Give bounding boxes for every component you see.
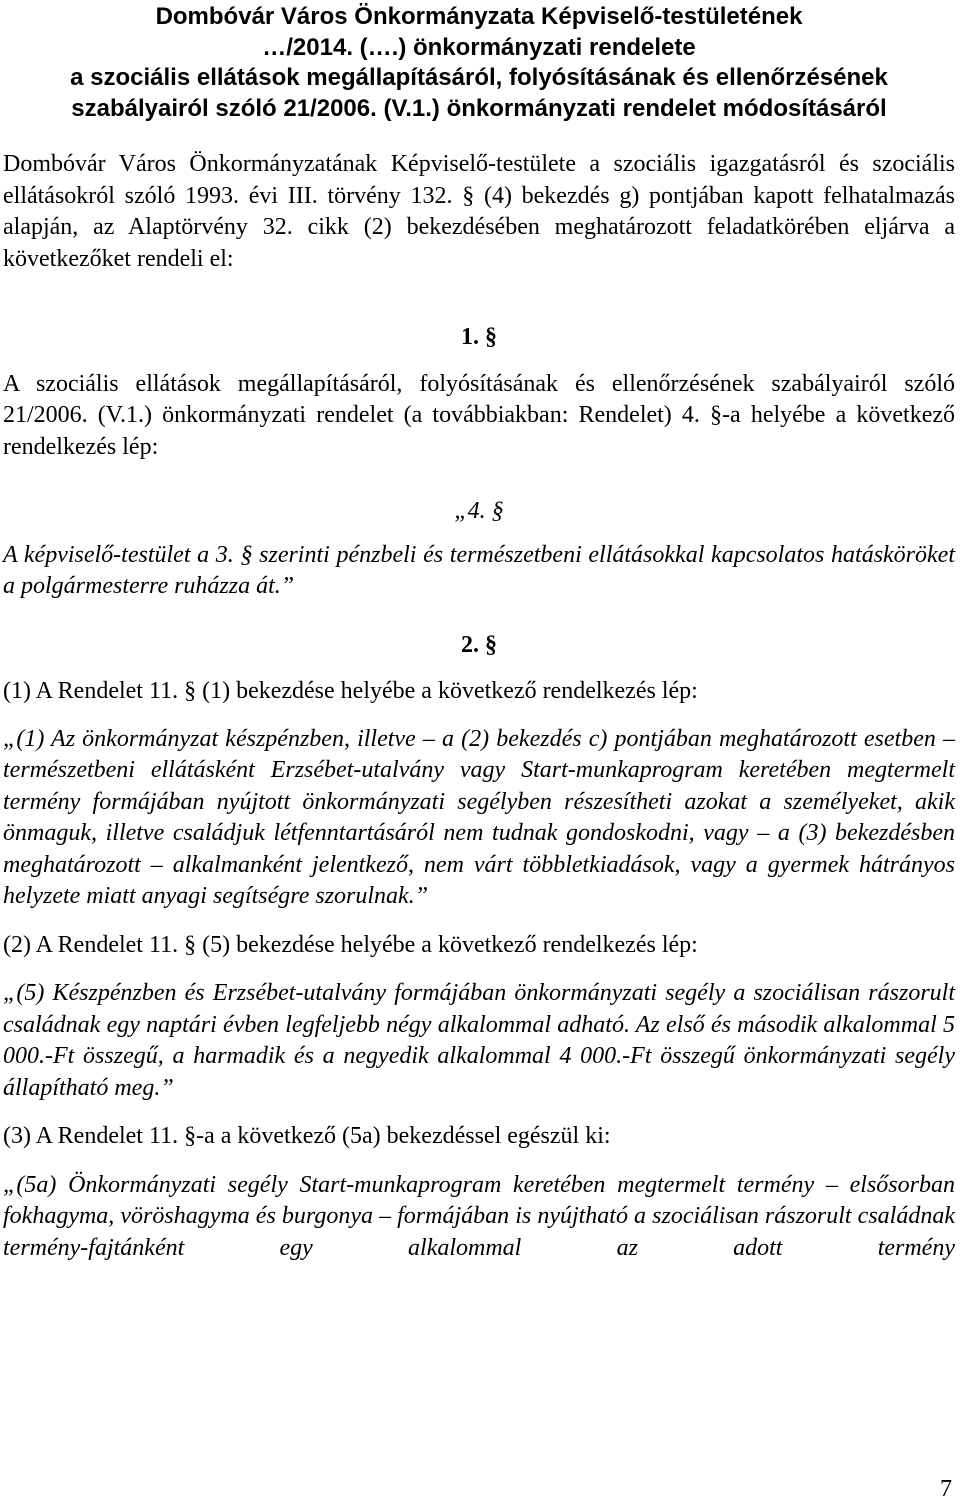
section-1-quote-heading: „4. § <box>454 498 504 524</box>
section-2-paragraph-3: (3) A Rendelet 11. §-a a következő (5a) bekezdéssel egészül ki: <box>3 1123 611 1149</box>
page-number: 7 <box>940 1476 952 1502</box>
section-2-quote-3: „(5a) Önkormányzati segély Start-munkaprogram keretében megtermelt termény – elsősorban fokhagyma, vöröshagyma és burgonya – formájában is nyújtható a szociálisan rászorult családnak termény-fajtánként egy alkalommal az adott termény <box>3 1171 955 1261</box>
section-2-heading: 2. § <box>461 631 497 658</box>
title-line-2: …/2014. (….) önkormányzati rendelete <box>262 33 696 61</box>
section-1-heading: 1. § <box>461 324 497 350</box>
section-2-paragraph-1: (1) A Rendelet 11. § (1) bekezdése helyébe a következő rendelkezés lép: <box>3 678 698 704</box>
section-1-quote-text: A képviselő-testület a 3. § szerinti pénzbeli és természetbeni ellátásokkal kapcsolatos hatásköröket a polgármesterre ruházza át.” <box>3 541 955 599</box>
document-page <box>3 0 955 1264</box>
section-2-quote-2: „(5) Készpénzben és Erzsébet-utalvány formájában önkormányzati segély a szociálisan rászorult családnak egy naptári évben legfeljebb négy alkalommal adható. Az első és második alkalommal 5 000.-Ft összegű, a harmadik és a negyedik alkalommal 4 000.-Ft összegű önkormányzati segély állapítható meg.” <box>3 980 955 1101</box>
section-1-text: A szociális ellátások megállapításáról, folyósításának és ellenőrzésének szabályairól szóló 21/2006. (V.1.) önkormányzati rendelet (a továbbiakban: Rendelet) 4. §-a helyébe a következő rendelkezés lép: <box>3 370 955 460</box>
document-title <box>3 2 955 124</box>
preamble: Dombóvár Város Önkormányzatának Képviselő-testülete a szociális igazgatásról és szociális ellátásokról szóló 1993. évi III. törvény 132. § (4) bekezdés g) pontjában kapott felhatalmazás alapján, az Alaptörvény 32. cikk (2) bekezdésében meghatározott feladatkörében eljárva a következőket rendeli el: <box>3 151 955 272</box>
section-2-quote-1: „(1) Az önkormányzat készpénzben, illetve – a (2) bekezdés c) pontjában meghatározott esetben – természetbeni ellátásként Erzsébet-utalvány vagy Start-munkaprogram keretében megtermelt termény formájában nyújtott önkormányzati segélyben részesítheti azokat a személyeket, akik önmaguk, illetve családjuk létfenntartásáról nem tudnak gondoskodni, vagy – a (3) bekezdésben meghatározott – alkalmanként jelentkező, nem várt többletkiadások, vagy a gyermek hátrányos helyzete miatt anyagi segítségre szorulnak.” <box>3 725 955 909</box>
title-line-4: szabályairól szóló 21/2006. (V.1.) önkormányzati rendelet módosításáról <box>71 94 887 122</box>
title-line-1: Dombóvár Város Önkormányzata Képviselő-testületének <box>155 3 803 30</box>
title-line-3: a szociális ellátások megállapításáról, folyósításának és ellenőrzésének <box>70 64 888 91</box>
section-2-paragraph-2: (2) A Rendelet 11. § (5) bekezdése helyébe a következő rendelkezés lép: <box>3 931 698 958</box>
